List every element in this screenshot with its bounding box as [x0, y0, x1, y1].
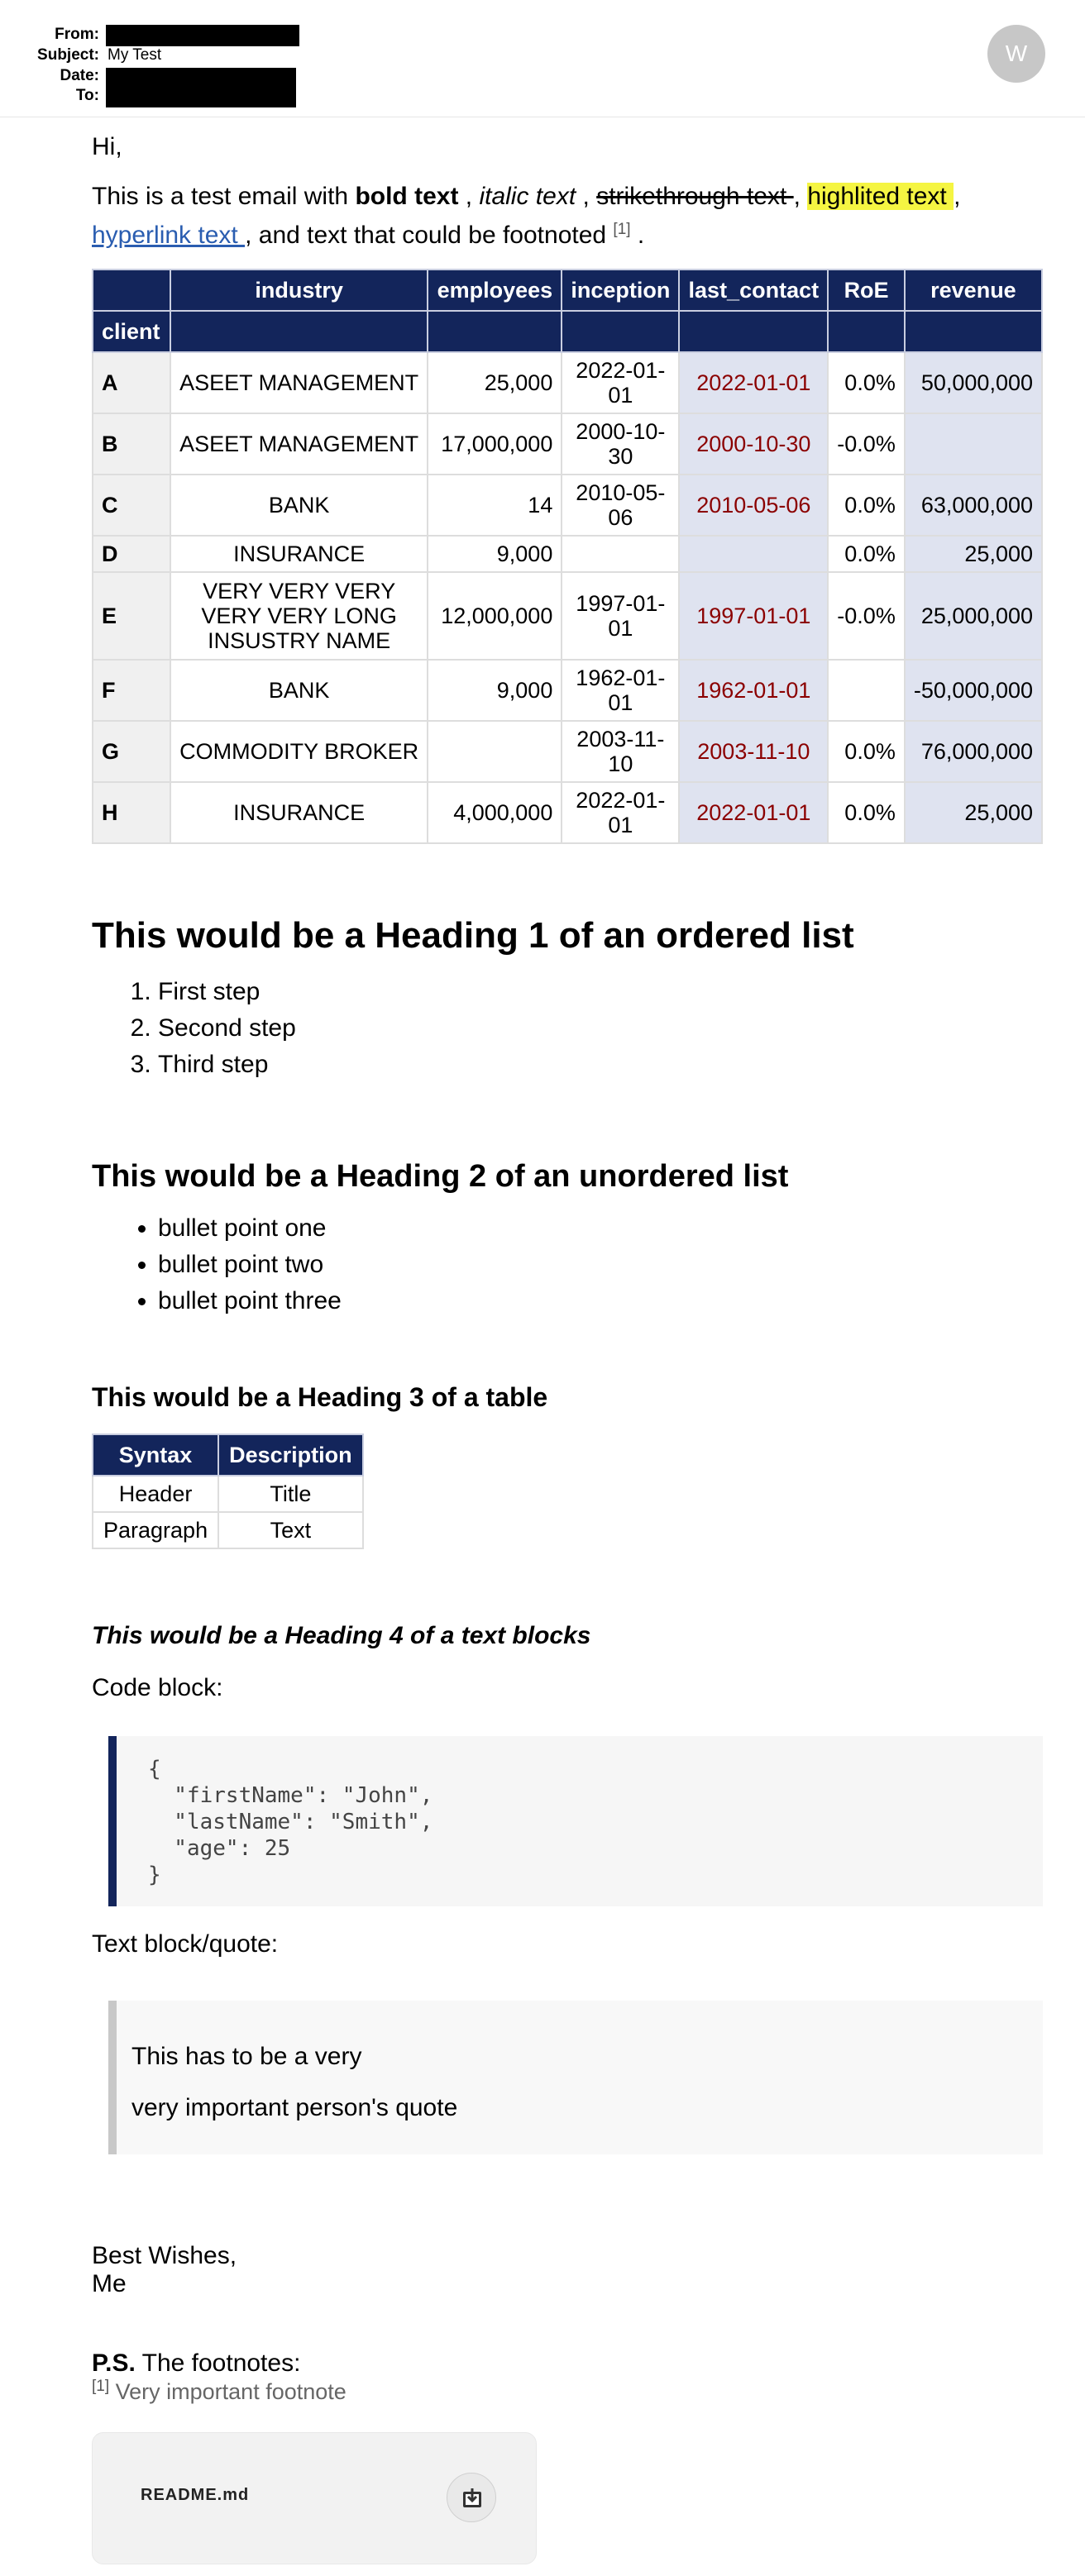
table-row	[93, 1476, 363, 1512]
last-contact-cell: 2022-01-01	[679, 352, 828, 413]
roe-cell: 0.0%	[828, 536, 905, 572]
intro-paragraph	[92, 180, 1043, 252]
last-contact-cell	[679, 536, 828, 572]
roe-cell: 0.0%	[828, 782, 905, 843]
footnote-ref[interactable]: [1]	[613, 221, 631, 238]
table-row	[93, 475, 1042, 536]
list-item: 3. Third step	[158, 1047, 296, 1083]
footnote-mark: [1]	[92, 2378, 110, 2395]
col-header-empty	[679, 311, 828, 352]
signoff	[92, 2242, 237, 2298]
attachment-card[interactable]	[92, 2432, 537, 2564]
footnote-text: Very important footnote	[109, 2379, 347, 2404]
list-item: • bullet point one	[158, 1210, 342, 1247]
list-item: 1. First step	[158, 974, 296, 1010]
footnote	[92, 2378, 347, 2405]
employees-cell: 14	[428, 475, 562, 536]
col-header: Syntax	[93, 1434, 218, 1476]
revenue-cell: -50,000,000	[905, 660, 1042, 721]
italic-text: italic text	[479, 183, 576, 210]
from-row	[0, 25, 413, 45]
quote-line: very important person's quote	[131, 2094, 458, 2121]
highlighted-text: highlited text	[807, 183, 954, 210]
date-row	[0, 66, 413, 86]
intro-text: ,	[793, 183, 808, 210]
download-icon	[461, 2487, 484, 2510]
inception-cell: 2022-01-01	[562, 782, 679, 843]
industry-cell: ASEET MANAGEMENT	[170, 352, 428, 413]
subject-value: My Test	[108, 46, 162, 64]
signoff-line: Best Wishes,	[92, 2242, 237, 2269]
table-row	[93, 660, 1042, 721]
quote-line: This has to be a very	[131, 2043, 362, 2070]
roe-cell: 0.0%	[828, 721, 905, 782]
revenue-cell: 25,000	[905, 782, 1042, 843]
subject-label: Subject:	[37, 46, 99, 64]
intro-text: ,	[954, 183, 961, 210]
roe-cell	[828, 660, 905, 721]
col-header: inception	[562, 270, 679, 311]
col-header-empty	[428, 311, 562, 352]
ps-line	[92, 2349, 300, 2378]
signoff-name: Me	[92, 2270, 127, 2297]
from-label: From:	[55, 26, 99, 43]
last-contact-cell: 2003-11-10	[679, 721, 828, 782]
client-cell: G	[93, 721, 170, 782]
intro-text: ,	[458, 183, 480, 210]
table-row	[93, 1512, 363, 1548]
inception-cell: 2003-11-10	[562, 721, 679, 782]
table-corner	[93, 270, 170, 311]
col-header-empty	[170, 311, 428, 352]
intro-text: .	[630, 222, 645, 249]
client-cell: E	[93, 572, 170, 660]
table-row	[93, 721, 1042, 782]
list-item: • bullet point two	[158, 1247, 342, 1283]
bold-text: bold text	[355, 183, 459, 210]
employees-cell: 25,000	[428, 352, 562, 413]
roe-cell: -0.0%	[828, 413, 905, 475]
unordered-list	[92, 1210, 342, 1319]
subject-row	[0, 45, 413, 65]
revenue-cell: 25,000	[905, 536, 1042, 572]
client-cell: A	[93, 352, 170, 413]
revenue-cell: 76,000,000	[905, 721, 1042, 782]
employees-cell: 9,000	[428, 536, 562, 572]
employees-cell: 9,000	[428, 660, 562, 721]
table-cell: Header	[93, 1476, 218, 1512]
heading-4: This would be a Heading 4 of a text blocks	[92, 1622, 591, 1649]
roe-cell: 0.0%	[828, 475, 905, 536]
list-item: • bullet point three	[158, 1283, 342, 1319]
last-contact-cell: 1962-01-01	[679, 660, 828, 721]
last-contact-cell: 2022-01-01	[679, 782, 828, 843]
quote-label: Text block/quote:	[92, 1930, 279, 1958]
download-button[interactable]	[447, 2473, 496, 2522]
heading-2: This would be a Heading 2 of an unordered list	[92, 1159, 789, 1194]
hyperlink[interactable]: hyperlink text	[92, 222, 246, 249]
heading-3: This would be a Heading 3 of a table	[92, 1382, 548, 1412]
attachment-name: README.md	[141, 2486, 250, 2504]
to-row	[0, 86, 413, 106]
col-header: industry	[170, 270, 428, 311]
from-redacted	[106, 25, 299, 46]
greeting: Hi,	[92, 133, 122, 160]
intro-text: , and text that could be footnoted	[245, 222, 614, 249]
revenue-cell: 25,000,000	[905, 572, 1042, 660]
industry-cell: INSURANCE	[170, 782, 428, 843]
inception-cell: 2000-10-30	[562, 413, 679, 475]
table-row	[93, 572, 1042, 660]
col-header-empty	[828, 311, 905, 352]
inception-cell: 1962-01-01	[562, 660, 679, 721]
industry-cell: BANK	[170, 475, 428, 536]
client-cell: F	[93, 660, 170, 721]
blockquote	[108, 2001, 1043, 2154]
last-contact-cell: 2000-10-30	[679, 413, 828, 475]
list-item: 2. Second step	[158, 1010, 296, 1047]
roe-cell: -0.0%	[828, 572, 905, 660]
industry-cell: COMMODITY BROKER	[170, 721, 428, 782]
intro-text: This is a test email with	[92, 183, 356, 210]
col-header: employees	[428, 270, 562, 311]
col-header: RoE	[828, 270, 905, 311]
inception-cell: 1997-01-01	[562, 572, 679, 660]
client-table	[92, 269, 1043, 844]
avatar[interactable]: W	[987, 25, 1045, 83]
employees-cell	[428, 721, 562, 782]
client-cell: C	[93, 475, 170, 536]
industry-cell: INSURANCE	[170, 536, 428, 572]
table-row	[93, 782, 1042, 843]
date-label: Date:	[60, 67, 99, 84]
revenue-cell: 50,000,000	[905, 352, 1042, 413]
col-header: revenue	[905, 270, 1042, 311]
table-cell: Paragraph	[93, 1512, 218, 1548]
col-header-empty	[562, 311, 679, 352]
strikethrough-text: strikethrough text	[596, 183, 794, 210]
table-row	[93, 413, 1042, 475]
table-cell: Text	[218, 1512, 363, 1548]
table-row	[93, 352, 1042, 413]
industry-cell: VERY VERY VERY VERY VERY LONG INSUSTRY NAME	[170, 572, 428, 660]
revenue-cell	[905, 413, 1042, 475]
inception-cell	[562, 536, 679, 572]
table-row	[93, 536, 1042, 572]
col-header: last_contact	[679, 270, 828, 311]
employees-cell: 12,000,000	[428, 572, 562, 660]
revenue-cell: 63,000,000	[905, 475, 1042, 536]
industry-cell: BANK	[170, 660, 428, 721]
ps-label: P.S.	[92, 2349, 136, 2377]
code-block: { "firstName": "John", "lastName": "Smith", "age": 25 }	[108, 1736, 1043, 1906]
index-label: client	[93, 311, 170, 352]
employees-cell: 4,000,000	[428, 782, 562, 843]
client-cell: B	[93, 413, 170, 475]
heading-1: This would be a Heading 1 of an ordered list	[92, 915, 854, 956]
table-cell: Title	[218, 1476, 363, 1512]
inception-cell: 2022-01-01	[562, 352, 679, 413]
employees-cell: 17,000,000	[428, 413, 562, 475]
last-contact-cell: 1997-01-01	[679, 572, 828, 660]
email-header	[0, 0, 1085, 117]
client-cell: D	[93, 536, 170, 572]
col-header: Description	[218, 1434, 363, 1476]
last-contact-cell: 2010-05-06	[679, 475, 828, 536]
industry-cell: ASEET MANAGEMENT	[170, 413, 428, 475]
intro-text: ,	[576, 183, 597, 210]
col-header-empty	[905, 311, 1042, 352]
client-cell: H	[93, 782, 170, 843]
code-label: Code block:	[92, 1674, 223, 1701]
inception-cell: 2010-05-06	[562, 475, 679, 536]
ordered-list	[92, 974, 296, 1083]
ps-text: The footnotes:	[135, 2349, 301, 2377]
to-label: To:	[75, 87, 99, 104]
roe-cell: 0.0%	[828, 352, 905, 413]
syntax-table	[92, 1433, 364, 1549]
